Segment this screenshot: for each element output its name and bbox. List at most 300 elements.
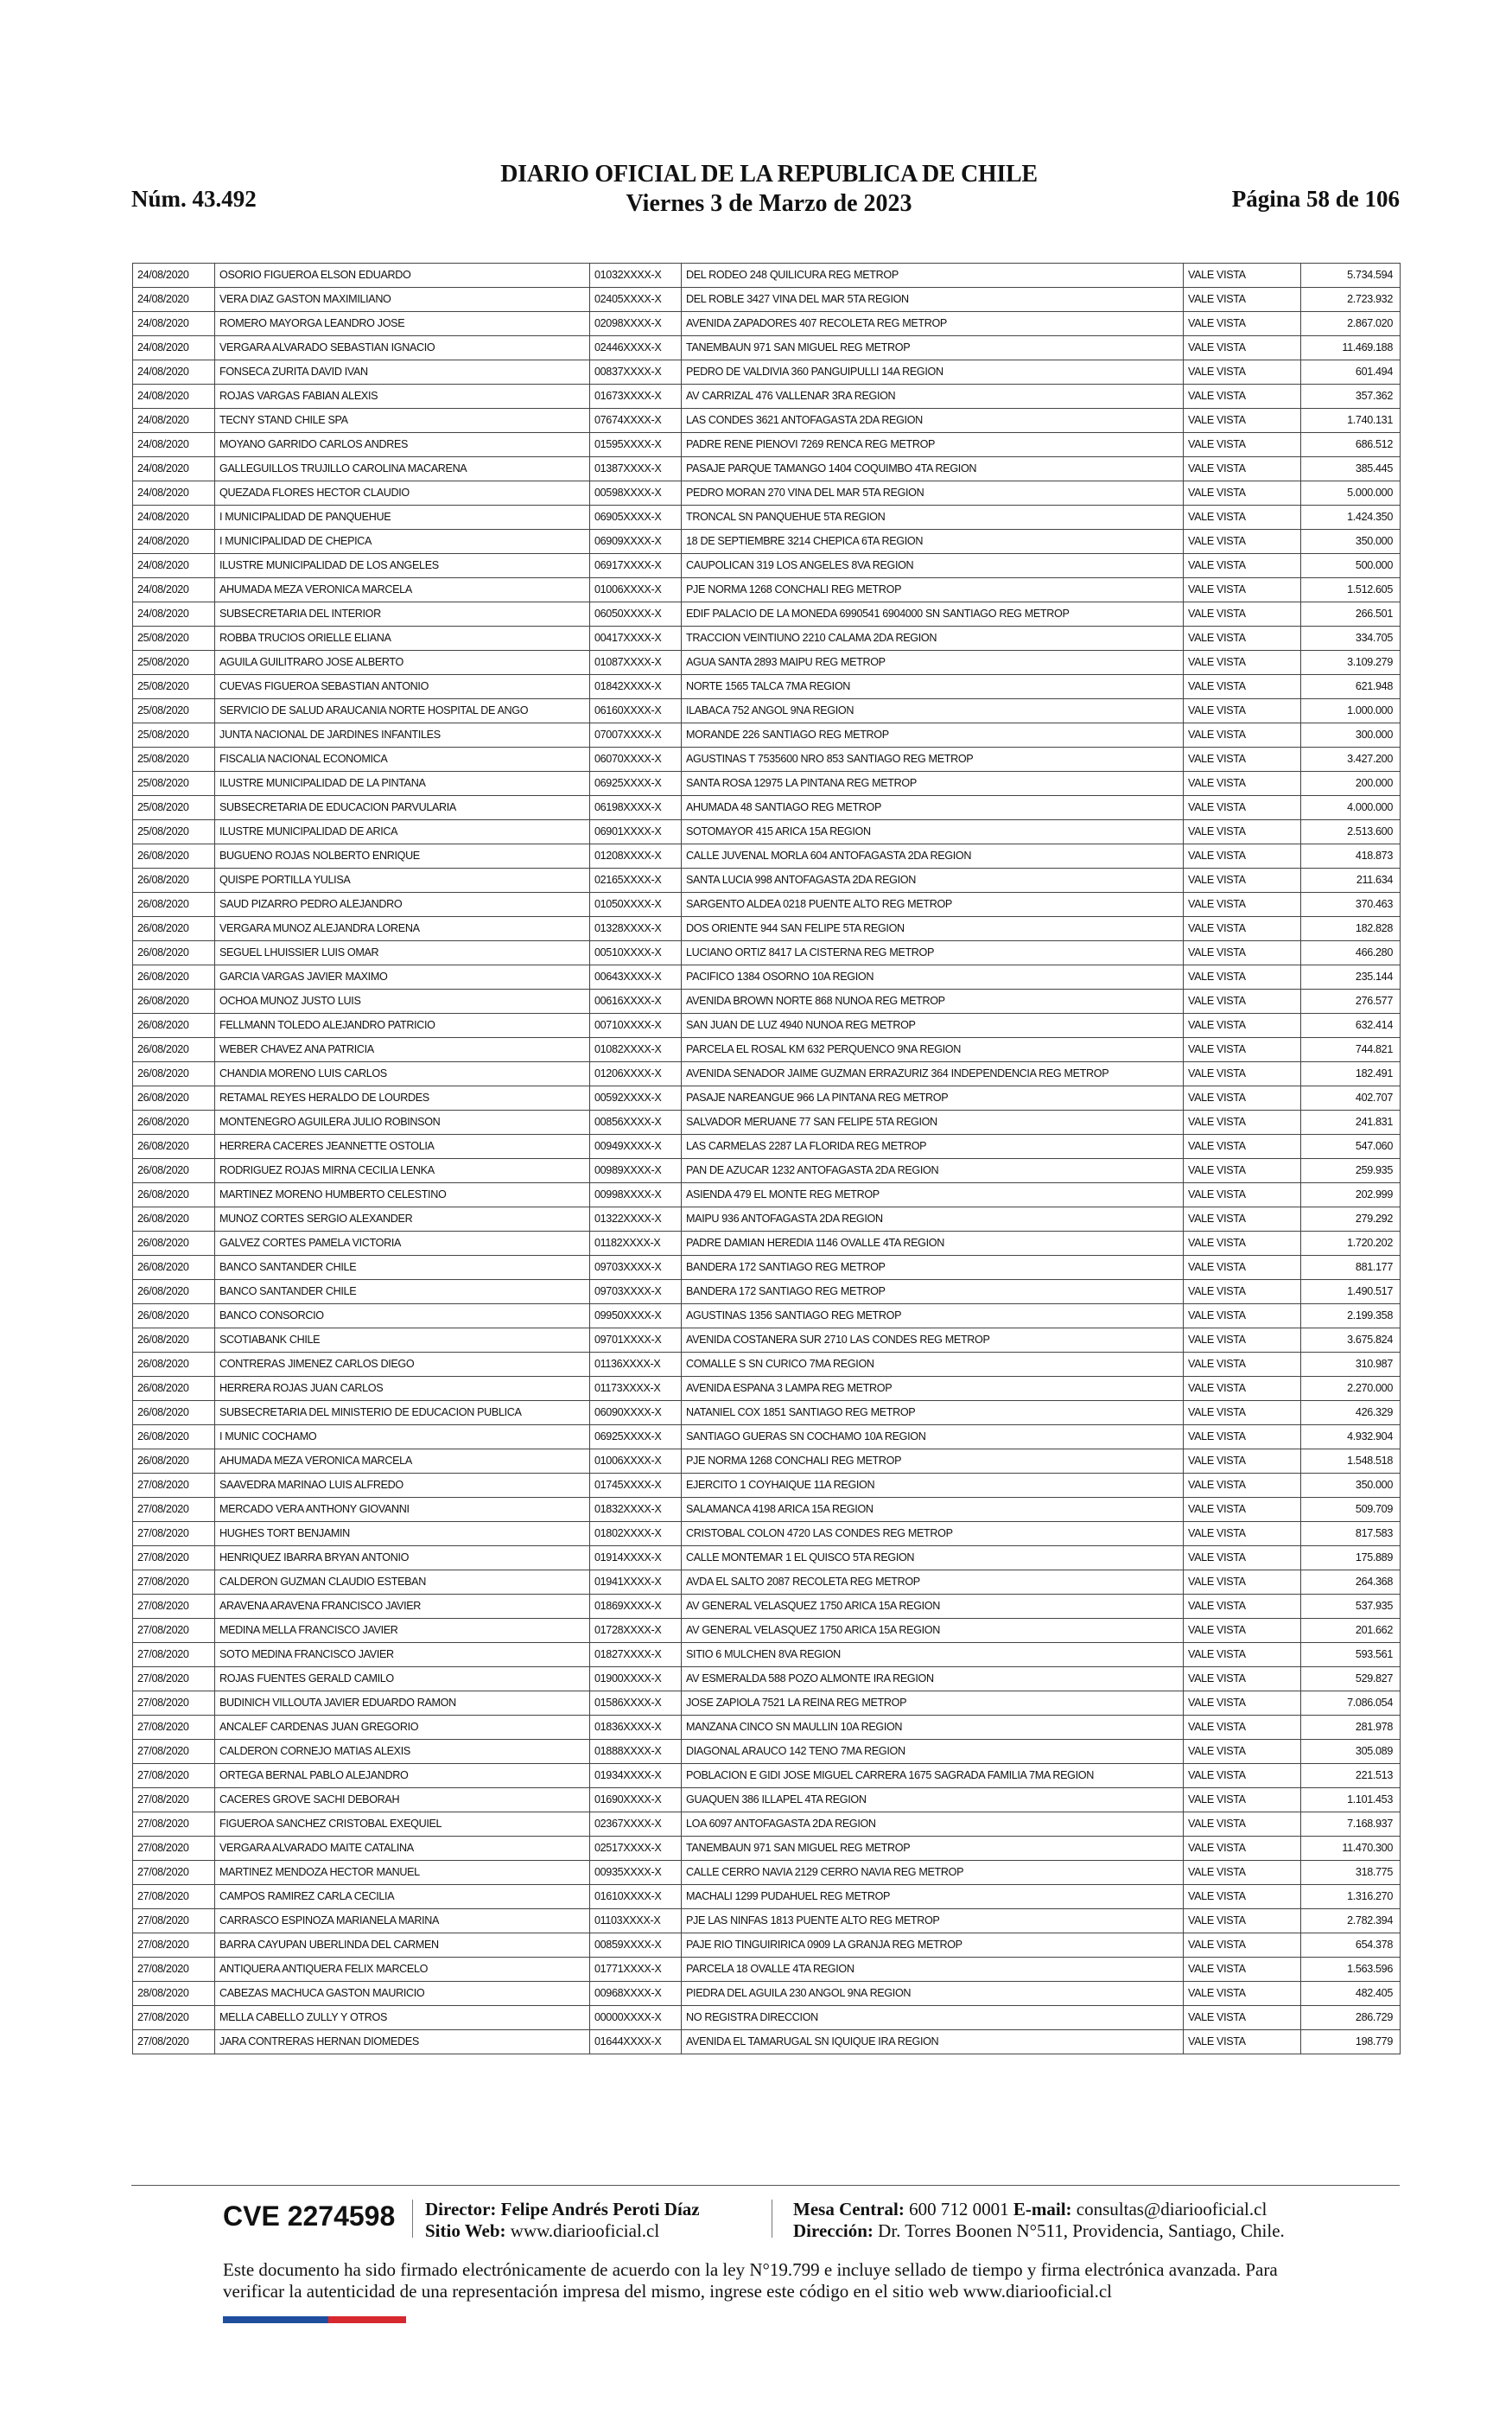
rut-cell: 01206XXXX-X [590,1062,682,1086]
date-cell: 25/08/2020 [133,772,215,796]
date-cell: 24/08/2020 [133,457,215,481]
date-cell: 25/08/2020 [133,651,215,675]
date-cell: 27/08/2020 [133,1837,215,1861]
amount-cell: 7.168.937 [1301,1812,1401,1837]
address-cell: LUCIANO ORTIZ 8417 LA CISTERNA REG METROP [682,941,1184,965]
mesa-value: 600 712 0001 [909,2199,1009,2219]
date-cell: 27/08/2020 [133,1812,215,1837]
amount-cell: 3.675.824 [1301,1328,1401,1353]
date-cell: 27/08/2020 [133,1788,215,1812]
address-cell: MANZANA CINCO SN MAULLIN 10A REGION [682,1716,1184,1740]
beneficiary-cell: MEDINA MELLA FRANCISCO JAVIER [215,1619,590,1643]
date-cell: 27/08/2020 [133,1933,215,1958]
date-cell: 24/08/2020 [133,530,215,554]
beneficiary-cell: HERRERA ROJAS JUAN CARLOS [215,1377,590,1401]
rut-cell: 01888XXXX-X [590,1740,682,1764]
amount-cell: 211.634 [1301,869,1401,893]
address-cell: DIAGONAL ARAUCO 142 TENO 7MA REGION [682,1740,1184,1764]
address-cell: TANEMBAUN 971 SAN MIGUEL REG METROP [682,336,1184,360]
table-row [133,1837,1401,1861]
table-row [133,917,1401,941]
amount-cell: 621.948 [1301,675,1401,699]
date-cell: 27/08/2020 [133,1740,215,1764]
payment-type-cell: VALE VISTA [1184,1619,1301,1643]
beneficiary-cell: WEBER CHAVEZ ANA PATRICIA [215,1038,590,1062]
table-row [133,1353,1401,1377]
table-row [133,1401,1401,1425]
table-row [133,409,1401,433]
amount-cell: 7.086.054 [1301,1691,1401,1716]
amount-cell: 310.987 [1301,1353,1401,1377]
rut-cell: 01182XXXX-X [590,1232,682,1256]
address-cell: PADRE DAMIAN HEREDIA 1146 OVALLE 4TA REGION [682,1232,1184,1256]
address-cell: TANEMBAUN 971 SAN MIGUEL REG METROP [682,1837,1184,1861]
table-row [133,990,1401,1014]
payment-type-cell: VALE VISTA [1184,530,1301,554]
address-cell: DOS ORIENTE 944 SAN FELIPE 5TA REGION [682,917,1184,941]
rut-cell: 00643XXXX-X [590,965,682,990]
brand-stripe-blue [223,2316,328,2323]
date-cell: 26/08/2020 [133,1062,215,1086]
rut-cell: 01087XXXX-X [590,651,682,675]
rut-cell: 01934XXXX-X [590,1764,682,1788]
date-cell: 25/08/2020 [133,820,215,844]
address-cell: LAS CARMELAS 2287 LA FLORIDA REG METROP [682,1135,1184,1159]
date-cell: 25/08/2020 [133,748,215,772]
rut-cell: 01173XXXX-X [590,1377,682,1401]
amount-cell: 4.000.000 [1301,796,1401,820]
address-cell: AVENIDA BROWN NORTE 868 NUNOA REG METROP [682,990,1184,1014]
beneficiary-cell: ILUSTRE MUNICIPALIDAD DE LOS ANGELES [215,554,590,578]
date-cell: 24/08/2020 [133,264,215,288]
amount-cell: 11.470.300 [1301,1837,1401,1861]
table-row [133,1159,1401,1183]
rut-cell: 09950XXXX-X [590,1304,682,1328]
payment-type-cell: VALE VISTA [1184,699,1301,723]
table-row [133,1740,1401,1764]
rut-cell: 00949XXXX-X [590,1135,682,1159]
amount-cell: 686.512 [1301,433,1401,457]
payment-type-cell: VALE VISTA [1184,1764,1301,1788]
publication-date: Viernes 3 de Marzo de 2023 [626,190,912,217]
legal-notice: Este documento ha sido firmado electrónicamente de acuerdo con la ley N°19.799 e incluye sellado de tiempo y firma electrónica avanzada. Para verificar la autenticidad de una representación impresa del mismo, ingrese este código en el sitio web www.diariooficial.cl [223,2259,1278,2302]
rut-cell: 01032XXXX-X [590,264,682,288]
date-cell: 27/08/2020 [133,1474,215,1498]
date-cell: 24/08/2020 [133,481,215,506]
address-value: Dr. Torres Boonen N°511, Providencia, Santiago, Chile. [878,2220,1285,2241]
payment-type-cell: VALE VISTA [1184,1183,1301,1207]
table-row [133,312,1401,336]
page-number: Página 58 de 106 [1231,186,1400,212]
table-row [133,893,1401,917]
date-cell: 27/08/2020 [133,1909,215,1933]
web-link[interactable]: www.diariooficial.cl [510,2220,660,2241]
beneficiary-cell: AGUILA GUILITRARO JOSE ALBERTO [215,651,590,675]
rut-cell: 06070XXXX-X [590,748,682,772]
address-cell: CRISTOBAL COLON 4720 LAS CONDES REG METROP [682,1522,1184,1546]
payments-table-body [133,264,1401,2054]
rut-cell: 09703XXXX-X [590,1256,682,1280]
table-row [133,578,1401,602]
rut-cell: 00616XXXX-X [590,990,682,1014]
date-cell: 27/08/2020 [133,1861,215,1885]
address-cell: PARCELA EL ROSAL KM 632 PERQUENCO 9NA REGION [682,1038,1184,1062]
address-cell: CAUPOLICAN 319 LOS ANGELES 8VA REGION [682,554,1184,578]
date-cell: 27/08/2020 [133,1667,215,1691]
date-cell: 25/08/2020 [133,699,215,723]
date-cell: 24/08/2020 [133,288,215,312]
address-cell: PIEDRA DEL AGUILA 230 ANGOL 9NA REGION [682,1982,1184,2006]
rut-cell: 06050XXXX-X [590,602,682,627]
amount-cell: 5.000.000 [1301,481,1401,506]
amount-cell: 182.828 [1301,917,1401,941]
rut-cell: 01103XXXX-X [590,1909,682,1933]
table-row [133,2006,1401,2030]
date-cell: 27/08/2020 [133,2030,215,2054]
beneficiary-cell: MERCADO VERA ANTHONY GIOVANNI [215,1498,590,1522]
address-cell: AGUSTINAS T 7535600 NRO 853 SANTIAGO REG METROP [682,748,1184,772]
beneficiary-cell: FONSECA ZURITA DAVID IVAN [215,360,590,385]
address-cell: AHUMADA 48 SANTIAGO REG METROP [682,796,1184,820]
beneficiary-cell: MELLA CABELLO ZULLY Y OTROS [215,2006,590,2030]
date-cell: 25/08/2020 [133,675,215,699]
publication-title: DIARIO OFICIAL DE LA REPUBLICA DE CHILE [500,161,1038,188]
beneficiary-cell: MARTINEZ MENDOZA HECTOR MANUEL [215,1861,590,1885]
beneficiary-cell: HUGHES TORT BENJAMIN [215,1522,590,1546]
date-cell: 26/08/2020 [133,1038,215,1062]
rut-cell: 06198XXXX-X [590,796,682,820]
payment-type-cell: VALE VISTA [1184,2030,1301,2054]
table-row [133,1619,1401,1643]
rut-cell: 01900XXXX-X [590,1667,682,1691]
beneficiary-cell: CHANDIA MORENO LUIS CARLOS [215,1062,590,1086]
amount-cell: 1.720.202 [1301,1232,1401,1256]
amount-cell: 1.316.270 [1301,1885,1401,1909]
address-cell: MAIPU 936 ANTOFAGASTA 2DA REGION [682,1207,1184,1232]
beneficiary-cell: CABEZAS MACHUCA GASTON MAURICIO [215,1982,590,2006]
rut-cell: 01827XXXX-X [590,1643,682,1667]
beneficiary-cell: ANCALEF CARDENAS JUAN GREGORIO [215,1716,590,1740]
payment-type-cell: VALE VISTA [1184,1111,1301,1135]
amount-cell: 221.513 [1301,1764,1401,1788]
address-cell: CALLE CERRO NAVIA 2129 CERRO NAVIA REG METROP [682,1861,1184,1885]
table-row [133,820,1401,844]
table-row [133,675,1401,699]
amount-cell: 350.000 [1301,1474,1401,1498]
table-row [133,941,1401,965]
rut-cell: 06925XXXX-X [590,1425,682,1449]
date-cell: 27/08/2020 [133,1885,215,1909]
payment-type-cell: VALE VISTA [1184,409,1301,433]
amount-cell: 264.368 [1301,1570,1401,1595]
rut-cell: 01387XXXX-X [590,457,682,481]
payment-type-cell: VALE VISTA [1184,578,1301,602]
address-cell: BANDERA 172 SANTIAGO REG METROP [682,1256,1184,1280]
rut-cell: 02165XXXX-X [590,869,682,893]
beneficiary-cell: BARRA CAYUPAN UBERLINDA DEL CARMEN [215,1933,590,1958]
address-cell: SANTIAGO GUERAS SN COCHAMO 10A REGION [682,1425,1184,1449]
table-row [133,772,1401,796]
address-cell: PJE NORMA 1268 CONCHALI REG METROP [682,1449,1184,1474]
payment-type-cell: VALE VISTA [1184,1135,1301,1159]
date-cell: 26/08/2020 [133,917,215,941]
table-row [133,1207,1401,1232]
rut-cell: 00592XXXX-X [590,1086,682,1111]
amount-cell: 175.889 [1301,1546,1401,1570]
payment-type-cell: VALE VISTA [1184,1522,1301,1546]
rut-cell: 01745XXXX-X [590,1474,682,1498]
amount-cell: 11.469.188 [1301,336,1401,360]
payment-type-cell: VALE VISTA [1184,288,1301,312]
date-cell: 27/08/2020 [133,1958,215,1982]
table-row [133,288,1401,312]
amount-cell: 202.999 [1301,1183,1401,1207]
beneficiary-cell: HENRIQUEZ IBARRA BRYAN ANTONIO [215,1546,590,1570]
date-cell: 26/08/2020 [133,990,215,1014]
date-cell: 26/08/2020 [133,1232,215,1256]
table-row [133,627,1401,651]
director-label: Director: [425,2199,497,2219]
table-row [133,360,1401,385]
beneficiary-cell: MARTINEZ MORENO HUMBERTO CELESTINO [215,1183,590,1207]
rut-cell: 01802XXXX-X [590,1522,682,1546]
beneficiary-cell: CONTRERAS JIMENEZ CARLOS DIEGO [215,1353,590,1377]
address-cell: EDIF PALACIO DE LA MONEDA 6990541 6904000 SN SANTIAGO REG METROP [682,602,1184,627]
address-cell: COMALLE S SN CURICO 7MA REGION [682,1353,1184,1377]
payment-type-cell: VALE VISTA [1184,312,1301,336]
amount-cell: 426.329 [1301,1401,1401,1425]
date-cell: 27/08/2020 [133,2006,215,2030]
payment-type-cell: VALE VISTA [1184,627,1301,651]
address-cell: AGUSTINAS 1356 SANTIAGO REG METROP [682,1304,1184,1328]
rut-cell: 06917XXXX-X [590,554,682,578]
table-row [133,1958,1401,1982]
address-cell: AGUA SANTA 2893 MAIPU REG METROP [682,651,1184,675]
amount-cell: 318.775 [1301,1861,1401,1885]
amount-cell: 1.424.350 [1301,506,1401,530]
address-cell: SITIO 6 MULCHEN 8VA REGION [682,1643,1184,1667]
beneficiary-cell: GARCIA VARGAS JAVIER MAXIMO [215,965,590,990]
address-cell: 18 DE SEPTIEMBRE 3214 CHEPICA 6TA REGION [682,530,1184,554]
address-cell: SANTA ROSA 12975 LA PINTANA REG METROP [682,772,1184,796]
rut-cell: 02367XXXX-X [590,1812,682,1837]
payment-type-cell: VALE VISTA [1184,1933,1301,1958]
date-cell: 27/08/2020 [133,1498,215,1522]
payment-type-cell: VALE VISTA [1184,1159,1301,1183]
address-cell: NO REGISTRA DIRECCION [682,2006,1184,2030]
beneficiary-cell: ROJAS FUENTES GERALD CAMILO [215,1667,590,1691]
date-cell: 24/08/2020 [133,433,215,457]
address-cell: SARGENTO ALDEA 0218 PUENTE ALTO REG METROP [682,893,1184,917]
amount-cell: 281.978 [1301,1716,1401,1740]
amount-cell: 286.729 [1301,2006,1401,2030]
table-row [133,506,1401,530]
table-row [133,1788,1401,1812]
table-row [133,869,1401,893]
address-cell: AVENIDA ZAPADORES 407 RECOLETA REG METROP [682,312,1184,336]
date-cell: 27/08/2020 [133,1570,215,1595]
rut-cell: 02405XXXX-X [590,288,682,312]
payment-type-cell: VALE VISTA [1184,1401,1301,1425]
date-cell: 26/08/2020 [133,1328,215,1353]
beneficiary-cell: VERGARA ALVARADO SEBASTIAN IGNACIO [215,336,590,360]
table-row [133,1377,1401,1401]
beneficiary-cell: SEGUEL LHUISSIER LUIS OMAR [215,941,590,965]
date-cell: 25/08/2020 [133,796,215,820]
rut-cell: 01869XXXX-X [590,1595,682,1619]
beneficiary-cell: GALVEZ CORTES PAMELA VICTORIA [215,1232,590,1256]
amount-cell: 259.935 [1301,1159,1401,1183]
date-cell: 24/08/2020 [133,336,215,360]
table-row [133,264,1401,288]
amount-cell: 482.405 [1301,1982,1401,2006]
amount-cell: 305.089 [1301,1740,1401,1764]
table-row [133,1280,1401,1304]
address-cell: SOTOMAYOR 415 ARICA 15A REGION [682,820,1184,844]
rut-cell: 01006XXXX-X [590,578,682,602]
footer-contact-block [793,2199,1285,2242]
amount-cell: 1.000.000 [1301,699,1401,723]
table-row [133,651,1401,675]
email-link[interactable]: consultas@diariooficial.cl [1076,2199,1267,2219]
date-cell: 26/08/2020 [133,1183,215,1207]
table-row [133,748,1401,772]
amount-cell: 385.445 [1301,457,1401,481]
amount-cell: 1.490.517 [1301,1280,1401,1304]
beneficiary-cell: VERGARA MUNOZ ALEJANDRA LORENA [215,917,590,941]
address-cell: NATANIEL COX 1851 SANTIAGO REG METROP [682,1401,1184,1425]
date-cell: 24/08/2020 [133,409,215,433]
address-cell: SALAMANCA 4198 ARICA 15A REGION [682,1498,1184,1522]
amount-cell: 466.280 [1301,941,1401,965]
date-cell: 26/08/2020 [133,1304,215,1328]
rut-cell: 00998XXXX-X [590,1183,682,1207]
amount-cell: 276.577 [1301,990,1401,1014]
address-cell: PADRE RENE PIENOVI 7269 RENCA REG METROP [682,433,1184,457]
beneficiary-cell: RODRIGUEZ ROJAS MIRNA CECILIA LENKA [215,1159,590,1183]
table-row [133,2030,1401,2054]
date-cell: 25/08/2020 [133,627,215,651]
amount-cell: 817.583 [1301,1522,1401,1546]
beneficiary-cell: OCHOA MUNOZ JUSTO LUIS [215,990,590,1014]
amount-cell: 2.867.020 [1301,312,1401,336]
beneficiary-cell: CACERES GROVE SACHI DEBORAH [215,1788,590,1812]
amount-cell: 370.463 [1301,893,1401,917]
amount-cell: 182.491 [1301,1062,1401,1086]
beneficiary-cell: SUBSECRETARIA DE EDUCACION PARVULARIA [215,796,590,820]
rut-cell: 00935XXXX-X [590,1861,682,1885]
address-cell: SANTA LUCIA 998 ANTOFAGASTA 2DA REGION [682,869,1184,893]
payment-type-cell: VALE VISTA [1184,1570,1301,1595]
payment-type-cell: VALE VISTA [1184,1449,1301,1474]
payment-type-cell: VALE VISTA [1184,772,1301,796]
rut-cell: 00417XXXX-X [590,627,682,651]
beneficiary-cell: ARAVENA ARAVENA FRANCISCO JAVIER [215,1595,590,1619]
payment-type-cell: VALE VISTA [1184,264,1301,288]
table-row [133,1328,1401,1353]
payment-type-cell: VALE VISTA [1184,1958,1301,1982]
address-cell: PAJE RIO TINGUIRIRICA 0909 LA GRANJA REG METROP [682,1933,1184,1958]
date-cell: 27/08/2020 [133,1691,215,1716]
address-cell: GUAQUEN 386 ILLAPEL 4TA REGION [682,1788,1184,1812]
date-cell: 26/08/2020 [133,1014,215,1038]
payment-type-cell: VALE VISTA [1184,869,1301,893]
table-row [133,1861,1401,1885]
table-row [133,554,1401,578]
footer-separator [412,2200,413,2238]
payment-type-cell: VALE VISTA [1184,1716,1301,1740]
rut-cell: 01610XXXX-X [590,1885,682,1909]
rut-cell: 06160XXXX-X [590,699,682,723]
payment-type-cell: VALE VISTA [1184,1837,1301,1861]
payment-type-cell: VALE VISTA [1184,457,1301,481]
address-cell: CALLE JUVENAL MORLA 604 ANTOFAGASTA 2DA REGION [682,844,1184,869]
table-row [133,1425,1401,1449]
amount-cell: 509.709 [1301,1498,1401,1522]
address-cell: TRACCION VEINTIUNO 2210 CALAMA 2DA REGION [682,627,1184,651]
table-row [133,1595,1401,1619]
beneficiary-cell: BANCO SANTANDER CHILE [215,1280,590,1304]
payment-type-cell: VALE VISTA [1184,1086,1301,1111]
beneficiary-cell: VERGARA ALVARADO MAITE CATALINA [215,1837,590,1861]
payment-type-cell: VALE VISTA [1184,506,1301,530]
table-row [133,1667,1401,1691]
address-cell: AVENIDA SENADOR JAIME GUZMAN ERRAZURIZ 364 INDEPENDENCIA REG METROP [682,1062,1184,1086]
table-row [133,385,1401,409]
address-cell: PEDRO DE VALDIVIA 360 PANGUIPULLI 14A REGION [682,360,1184,385]
date-cell: 26/08/2020 [133,869,215,893]
date-cell: 26/08/2020 [133,1353,215,1377]
beneficiary-cell: I MUNIC COCHAMO [215,1425,590,1449]
table-row [133,796,1401,820]
address-cell: AVENIDA ESPANA 3 LAMPA REG METROP [682,1377,1184,1401]
beneficiary-cell: TECNY STAND CHILE SPA [215,409,590,433]
beneficiary-cell: SUBSECRETARIA DEL MINISTERIO DE EDUCACION PUBLICA [215,1401,590,1425]
payment-type-cell: VALE VISTA [1184,554,1301,578]
payment-type-cell: VALE VISTA [1184,1280,1301,1304]
rut-cell: 06925XXXX-X [590,772,682,796]
amount-cell: 357.362 [1301,385,1401,409]
payment-type-cell: VALE VISTA [1184,1353,1301,1377]
payment-type-cell: VALE VISTA [1184,1788,1301,1812]
amount-cell: 1.740.131 [1301,409,1401,433]
address-cell: PACIFICO 1384 OSORNO 10A REGION [682,965,1184,990]
address-cell: PAN DE AZUCAR 1232 ANTOFAGASTA 2DA REGION [682,1159,1184,1183]
payment-type-cell: VALE VISTA [1184,1062,1301,1086]
date-cell: 28/08/2020 [133,1982,215,2006]
beneficiary-cell: AHUMADA MEZA VERONICA MARCELA [215,1449,590,1474]
date-cell: 27/08/2020 [133,1764,215,1788]
rut-cell: 00710XXXX-X [590,1014,682,1038]
amount-cell: 3.109.279 [1301,651,1401,675]
rut-cell: 02517XXXX-X [590,1837,682,1861]
beneficiary-cell: MUNOZ CORTES SERGIO ALEXANDER [215,1207,590,1232]
date-cell: 27/08/2020 [133,1643,215,1667]
rut-cell: 00598XXXX-X [590,481,682,506]
rut-cell: 01644XXXX-X [590,2030,682,2054]
address-cell: MACHALI 1299 PUDAHUEL REG METROP [682,1885,1184,1909]
table-row [133,1038,1401,1062]
payment-type-cell: VALE VISTA [1184,1256,1301,1280]
payment-type-cell: VALE VISTA [1184,941,1301,965]
date-cell: 27/08/2020 [133,1546,215,1570]
beneficiary-cell: ROBBA TRUCIOS ORIELLE ELIANA [215,627,590,651]
amount-cell: 334.705 [1301,627,1401,651]
address-cell: ASIENDA 479 EL MONTE REG METROP [682,1183,1184,1207]
rut-cell: 01208XXXX-X [590,844,682,869]
table-row [133,1474,1401,1498]
rut-cell: 06901XXXX-X [590,820,682,844]
